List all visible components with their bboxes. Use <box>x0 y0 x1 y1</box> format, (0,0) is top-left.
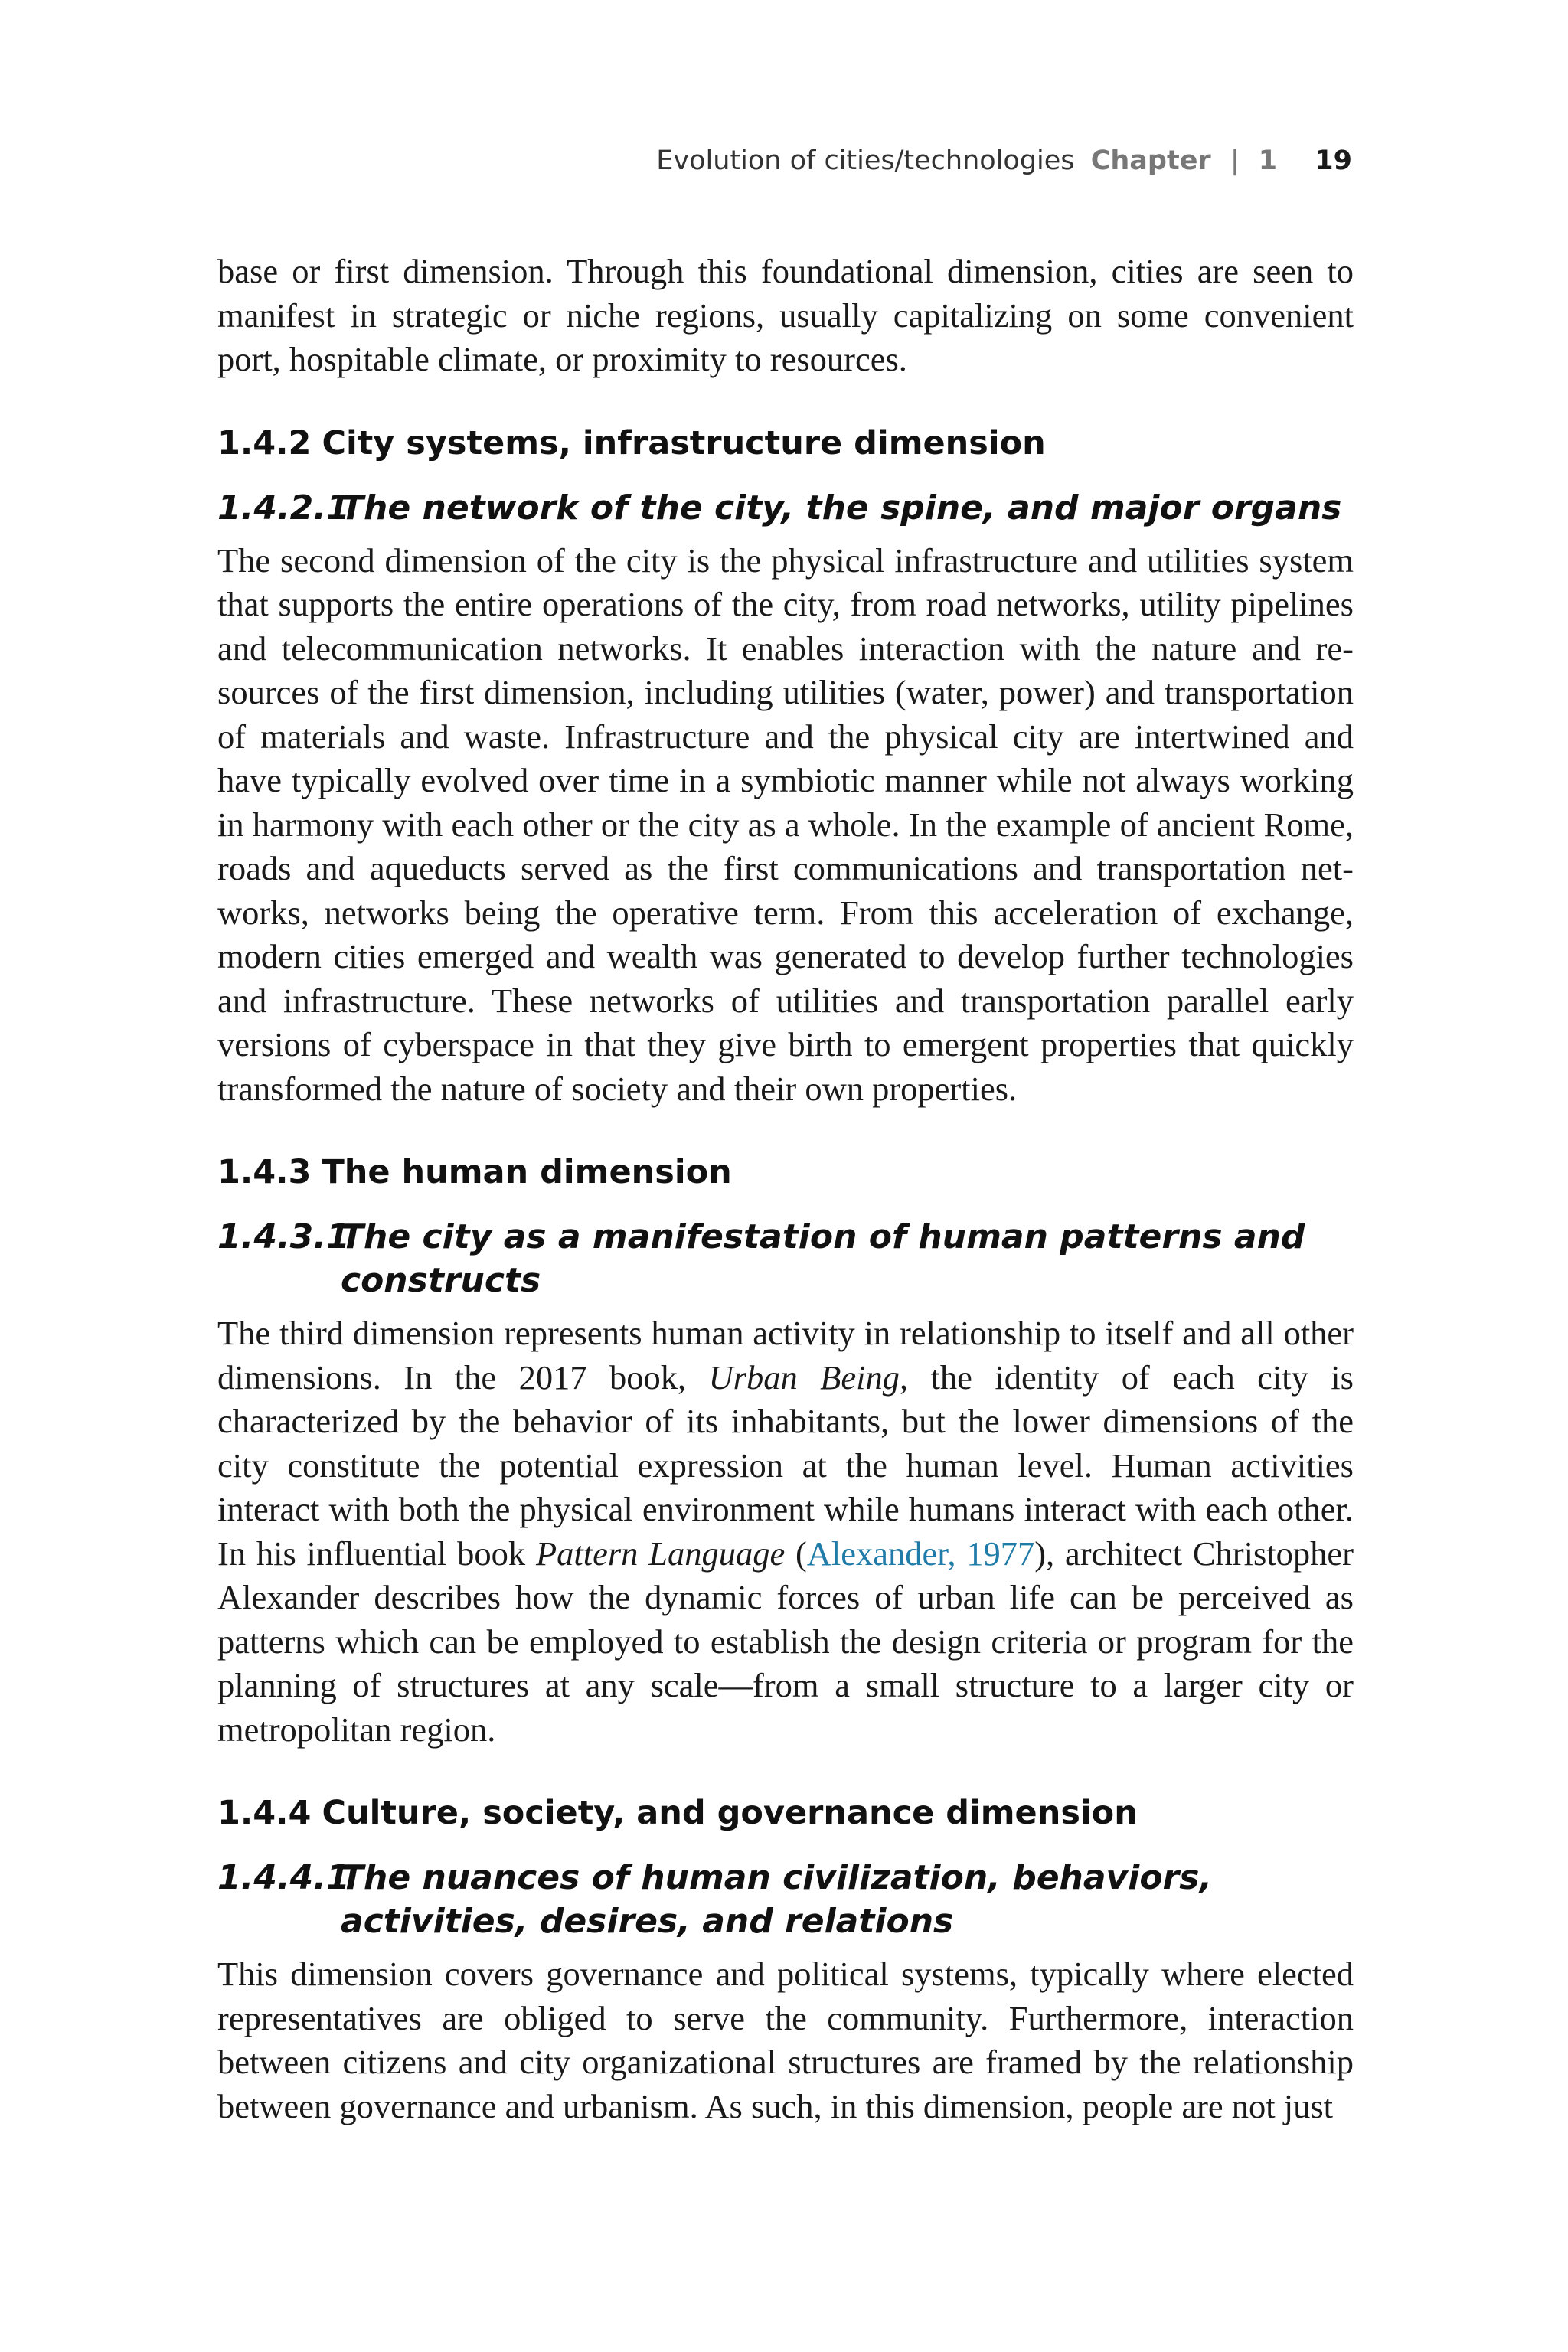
subsection-number: 1.4.3.1 <box>217 1217 350 1256</box>
subsection-heading-1-4-2-1 <box>217 486 1354 530</box>
subsection-heading-1-4-3-1 <box>217 1215 1354 1302</box>
text-run: The third dimension represents human activity in relationship to itself and all other dimensions. In the 2017 book, <box>217 1314 1354 1396</box>
subsection-title: The nuances of human civilization, behaviors, activities, desires, and relations <box>341 1858 1213 1941</box>
text-run: ( <box>785 1534 807 1573</box>
subsection-number: 1.4.2.1 <box>217 488 350 528</box>
paragraph-governance: This dimension covers governance and political systems, typically where elected representatives are obliged to serve the community. Furthermore, interaction between citizens and city organizational structures are framed by the relationship between governance and urbanism. As such, in this dimension, people are not just <box>217 1955 1354 2125</box>
subsection-title: The network of the city, the spine, and major organs <box>341 488 1342 528</box>
book-title-urban-being: Urban Being <box>708 1357 900 1396</box>
text-run: , the identity of each city is characterized by the behavior of its inhabitants, but the lower dimensions of the city constitute the potential expression at the human level. Human activities interact with both the physical environment while humans interact with each other. In his influential book <box>217 1357 1354 1573</box>
section-title: The human dimension <box>322 1153 732 1191</box>
section-number: 1.4.3 <box>217 1153 312 1191</box>
section-heading-1-4-4 <box>217 1790 1354 1836</box>
body-text <box>217 250 1354 2128</box>
subsection-title: The city as a manifestation of human patterns and constructs <box>341 1217 1305 1300</box>
intro-paragraph: base or first dimension. Through this foundational dimension, cities are seen to manifest in strategic or niche regions, usually capitalizing on some convenient port, hospitable climate, or proximity to resources. <box>217 252 1354 378</box>
running-head-chapter-label: Chapter <box>1090 145 1211 176</box>
section-number: 1.4.4 <box>217 1794 312 1832</box>
subsection-heading-1-4-4-1 <box>217 1856 1354 1943</box>
section-heading-1-4-3 <box>217 1149 1354 1195</box>
running-head-separator: | <box>1230 145 1240 176</box>
citation-link-alexander-1977[interactable]: Alexander, 1977 <box>806 1534 1035 1573</box>
text-run: ), architect Christopher Alexander describes how the dynamic forces of urban life can be perceived as patterns which can be employed to establish the design criteria or program for the planning of structures at any scale—from a small structure to a larger city or metropolitan region. <box>217 1534 1354 1749</box>
paragraph-human <box>217 1312 1354 1752</box>
section-title: City systems, infrastructure dimension <box>322 423 1046 462</box>
running-head <box>656 145 1352 176</box>
book-title-pattern-language: Pattern Language <box>535 1534 786 1573</box>
running-head-chapter-number: 1 <box>1258 145 1278 176</box>
subsection-number: 1.4.4.1 <box>217 1858 350 1897</box>
section-number: 1.4.2 <box>217 423 312 462</box>
section-heading-1-4-2 <box>217 420 1354 466</box>
running-head-title: Evolution of cities/technologies <box>656 145 1075 176</box>
paragraph-infrastructure: The second dimension of the city is the physical infrastructure and utilities system that supports the entire operations of the city, from road networks, utility pipelines and telecommunication networks. It enables interaction with the nature and resources of the first dimension, including utilities (water, power) and transportation of materials and waste. Infrastructure and the physical city are intertwined and have typically evolved over time in a symbiotic manner while not always working in harmony with each other or the city as a whole. In the example of ancient Rome, roads and aqueducts served as the first communications and transportation networks, networks being the operative term. From this acceleration of exchange, modern cities emerged and wealth was generated to develop further technologies and infrastructure. These networks of utilities and transportation parallel early versions of cyberspace in that they give birth to emergent properties that quickly transformed the nature of society and their own properties. <box>217 541 1354 1108</box>
page-number: 19 <box>1315 145 1352 176</box>
section-title: Culture, society, and governance dimension <box>322 1794 1138 1832</box>
